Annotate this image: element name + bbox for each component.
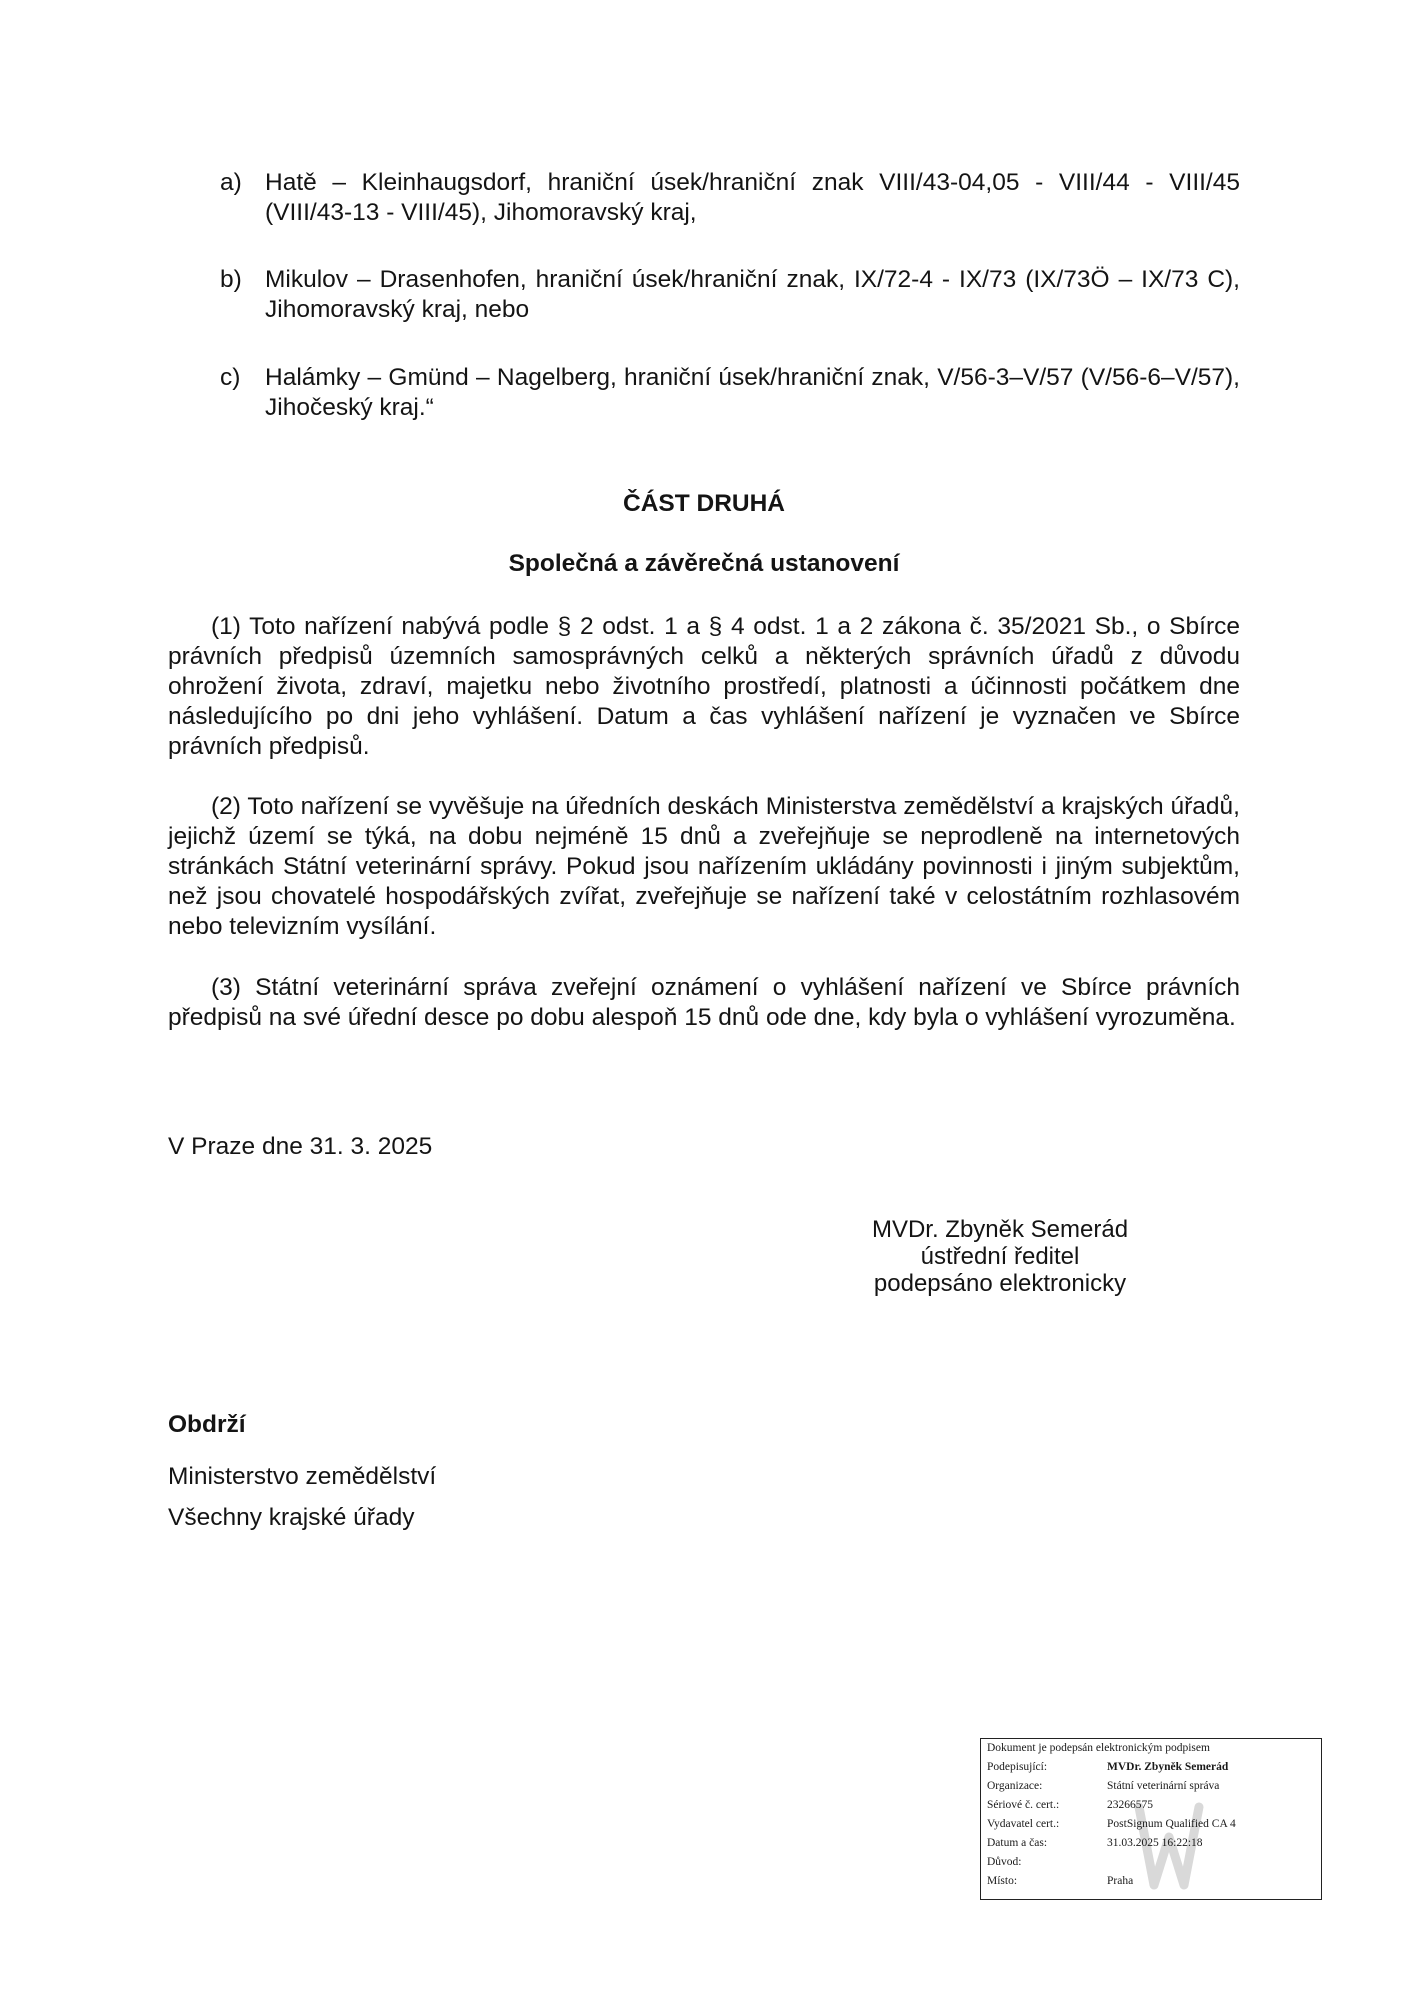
signature-row — [987, 1875, 1317, 1893]
recipients-heading: Obdrží — [168, 1411, 246, 1438]
signature-label: Datum a čas: — [987, 1837, 1048, 1849]
list-text: Mikulov – Drasenhofen, hraniční úsek/hraniční znak, IX/72-4 - IX/73 (IX/73Ö – IX/73 C), Jihomoravský kraj, nebo — [265, 266, 1240, 323]
list-letter: b) — [220, 266, 242, 293]
signature-label: Organizace: — [987, 1780, 1043, 1792]
signer-block — [820, 1216, 1180, 1297]
signer-role: ústřední ředitel — [920, 1243, 1080, 1270]
recipient-item: Ministerstvo zemědělství — [168, 1463, 437, 1490]
list-text: Halámky – Gmünd – Nagelberg, hraniční úsek/hraniční znak, V/56-3–V/57 (V/56-6–V/57), Jihočeský kraj.“ — [265, 364, 1240, 421]
paragraph-2: (2) Toto nařízení se vyvěšuje na úředních deskách Ministerstva zemědělství a krajských úřadů, jejichž území se týká, na dobu nejméně 15 dnů a zveřejňuje se neprodleně na internetových stránkách Státní veterinární správy. Pokud jsou nařízením ukládány povinnosti i jiným subjektům, než jsou chovatelé hospodářských zvířat, zveřejňuje se nařízení také v celostátním rozhlasovém nebo televizním vysílání. — [168, 793, 1240, 940]
signature-value: PostSignum Qualified CA 4 — [1107, 1818, 1236, 1830]
part-heading: ČÁST DRUHÁ — [623, 490, 785, 517]
signature-value: 31.03.2025 16:22:18 — [1107, 1837, 1203, 1849]
signature-box-title: Dokument je podepsán elektronickým podpisem — [987, 1742, 1210, 1754]
signature-value: Praha — [1107, 1875, 1134, 1887]
signer-name: MVDr. Zbyněk Semerád — [871, 1216, 1129, 1243]
paragraph-3: (3) Státní veterinární správa zveřejní oznámení o vyhlášení nařízení ve Sbírce právních předpisů na své úřední desce po dobu alespoň 15 dnů ode dne, kdy byla o vyhlášení vyrozuměna. — [168, 974, 1240, 1031]
signature-value: MVDr. Zbyněk Semerád — [1107, 1761, 1229, 1773]
signature-row — [987, 1780, 1317, 1798]
date-line: V Praze dne 31. 3. 2025 — [168, 1133, 433, 1160]
signature-row — [987, 1856, 1317, 1874]
signature-label: Místo: — [987, 1875, 1018, 1887]
paragraph-1: (1) Toto nařízení nabývá podle § 2 odst. 1 a § 4 odst. 1 a 2 zákona č. 35/2021 Sb., o Sbírce právních předpisů územních samosprávných celků a některých správních úřadů z důvodu ohrožení života, zdraví, majetku nebo životního prostředí, platnosti a účinnosti počátkem dne následujícího po dni jeho vyhlášení. Datum a čas vyhlášení nařízení je vyznačen ve Sbírce právních předpisů. — [168, 613, 1240, 760]
signature-row — [987, 1818, 1317, 1836]
signature-row — [987, 1837, 1317, 1855]
list-letter: a) — [220, 169, 242, 196]
section-heading: Společná a závěrečná ustanovení — [508, 550, 900, 577]
signature-label: Sériové č. cert.: — [987, 1799, 1060, 1811]
signature-value: Státní veterinární správa — [1107, 1780, 1220, 1792]
signature-label: Podepisující: — [987, 1761, 1048, 1773]
list-text: Hatě – Kleinhaugsdorf, hraniční úsek/hraniční znak VIII/43-04,05 - VIII/44 - VIII/45 (VIII/43-13 - VIII/45), Jihomoravský kraj, — [265, 169, 1240, 226]
signer-note: podepsáno elektronicky — [873, 1270, 1127, 1297]
electronic-signature-box — [980, 1738, 1322, 1900]
list-letter: c) — [220, 364, 241, 391]
signature-row — [987, 1799, 1317, 1817]
signature-label: Důvod: — [987, 1856, 1022, 1868]
signature-label: Vydavatel cert.: — [987, 1818, 1060, 1830]
recipient-item: Všechny krajské úřady — [168, 1504, 415, 1531]
signature-value: 23266575 — [1107, 1799, 1153, 1811]
signature-row — [987, 1761, 1317, 1779]
